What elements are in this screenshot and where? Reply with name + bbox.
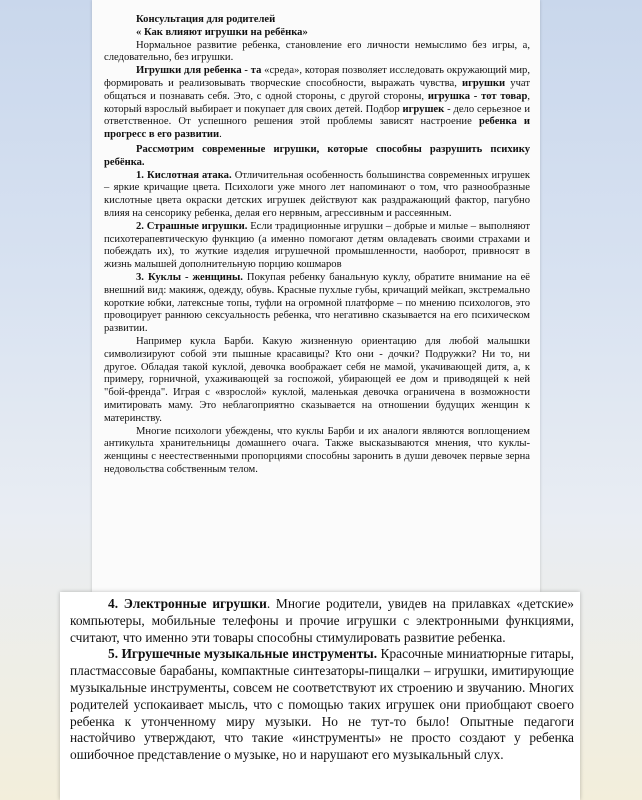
item-dolls-women: 3. Куклы - женщины. Покупая ребенку банальную куклу, обратите внимание на её внешний вид: макияж, одежду, обувь. Красные пухлые губы, кричащий мейкап, экстремально короткие юбки, латексные топы, туфли на огромной платформе – по мнению психологов, это провоцирует раннюю сексуальность ребенка, что негативно сказывается на его психическом развитии. (104, 271, 530, 335)
document-page (92, 0, 540, 592)
barbie-paragraph: Например кукла Барби. Какую жизненную ориентацию для любой малышки символизируют собой эти пышные красавицы? Кто они - дочки? Подружки? Ни то, ни другое. Обладая такой куклой, девочка воображает себя не мамой, укачивающей дитя, а, к примеру, горничной, ухаживающей за госпожой, убирающей ее дом и приводящей к ней "бой-френда". Играя с «взрослой» куклой, маленькая девочка ограничена в возможности имитировать маму. Это неблагоприятно сказывается на отношении будущих женщин к материнству. (104, 335, 530, 424)
item-electronic-toys: 4. Электронные игрушки. Многие родители, увидев на прилавках «детские» компьютеры, мобильные телефоны и прочие игрушки с электронными функциями, считают, что именно эти товары способны стимулировать развитие ребенка. (70, 596, 574, 645)
document-subtitle: « Как влияют игрушки на ребёнка» (136, 26, 308, 38)
item-musical-instruments: 5. Игрушечные музыкальные инструменты. Красочные миниатюрные гитары, пластмассовые барабаны, компактные синтезаторы-пищалки – игрушки, имитирующие музыкальные инструменты, совсем не соответствуют их строению и звучанию. Многих родителей успокаивает мысль, что с помощью таких игрушек они приобщают своего ребенка к утонченному миру музыки. Но не тут-то было! Опытные педагоги настойчиво утверждают, что такие «инструменты» не просто создают у ребенка ошибочное представление о музыке, но и нарушают его музыкальный слух. (70, 646, 574, 763)
intro-paragraph: Нормальное развитие ребенка, становление его личности немыслимо без игры, а, следовательно, без игрушки. (104, 39, 530, 64)
item-scary-toys: 2. Страшные игрушки. Если традиционные игрушки – добрые и милые – выполняют психотерапевтическую функцию (а именно помогают детям овладевать своими страхами и побеждать их), то жуткие изделия игрушечной промышленности, наоборот, привносят в жизнь малышей дополнительную порцию кошмаров (104, 220, 530, 271)
section-heading: Рассмотрим современные игрушки, которые способны разрушить психику ребёнка. (104, 143, 530, 168)
enlarged-excerpt (60, 592, 580, 800)
psychologists-paragraph: Многие психологи убеждены, что куклы Барби и их аналоги являются воплощением антикульта хранительницы домашнего очага. Также высказываются мнения, что куклы-женщины с неестественными пропорциями способны заронить в души девочек первые зерна недовольства собственным телом. (104, 425, 530, 475)
document-title: Консультация для родителей (136, 14, 276, 25)
toys-paragraph: Игрушки для ребенка - та «среда», которая позволяет исследовать окружающий мир, формировать и реализовывать творческие способности, выражать чувства, игрушки учат общаться и познавать себя. Это, с одной стороны, с другой стороны, игрушка - тот товар, который взрослый выбирает и покупает для своих детей. Подбор игрушек - дело серьезное и ответственное. От успешного решения этой проблемы зависят настроение ребенка и прогресс в его развитии. (104, 65, 530, 141)
item-acid-attack: 1. Кислотная атака. Отличительная особенность большинства современных игрушек – яркие кричащие цвета. Психологи уже много лет напоминают о том, что разнообразные кислотные цвета окраски детских игрушек действуют как раздражающий фактор, пагубно влияя на сенсорику ребенка, делая его нервным, агрессивным и рассеянным. (104, 169, 531, 219)
